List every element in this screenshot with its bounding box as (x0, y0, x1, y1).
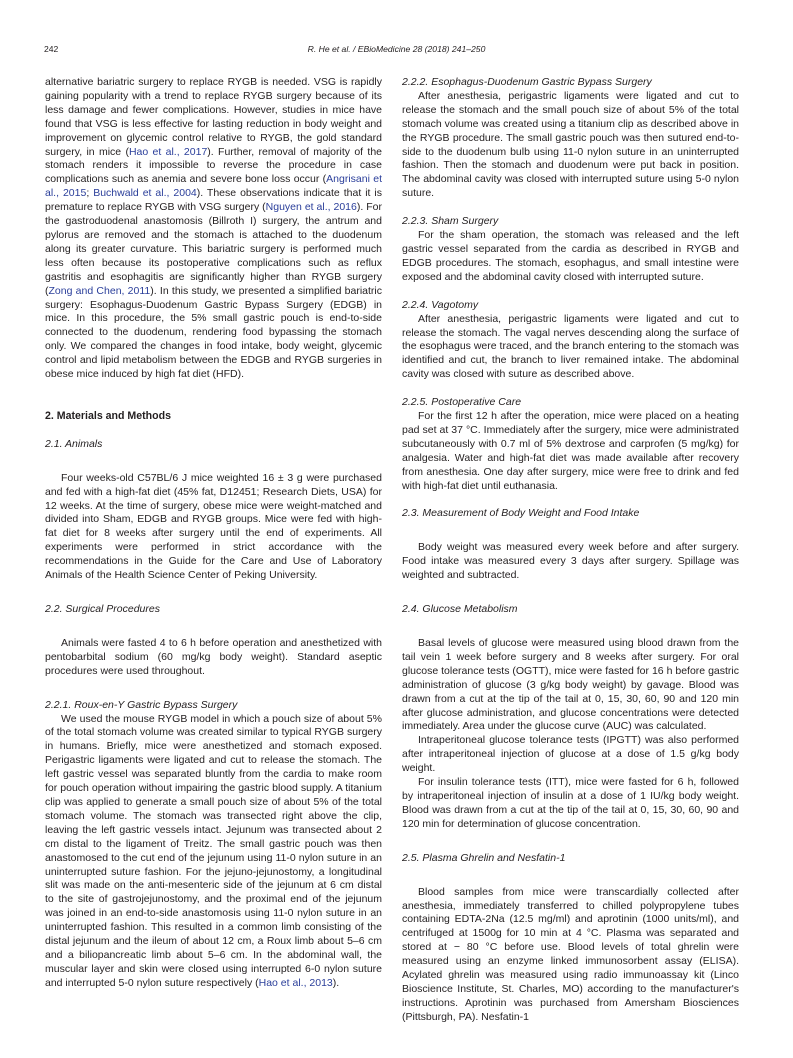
right-column (402, 76, 739, 1025)
body-paragraph: Intraperitoneal glucose tolerance tests (IPGTT) was also performed after intraperitoneal injection of glucose at a dose of 1.5 g/kg body weight. (402, 734, 739, 775)
page-header (0, 44, 793, 58)
subsection-heading: 2.5. Plasma Ghrelin and Nesfatin-1 (402, 851, 566, 864)
page-number: 242 (44, 44, 59, 54)
body-paragraph: We used the mouse RYGB model in which a pouch size of about 5% of the total stomach volume was created similar to typical RYGB surgery in humans. Briefly, mice were anesthetized and stomach exposed. Perigastric ligaments were ligated and cut to release the stomach. The left gastric vessel was separated bluntly from the cardia to make room for pouch operation without impairing the gastric blood supply. A titanium clip was applied to generate a small pouch size of about 5% of the total stomach volume. The stomach was transected right above the clip, leaving the left gastric vessels intact. Jejunum was transected about 2 cm distal to the ligament of Treitz. The small gastric pouch was then anastomosed to the cut end of the jejunum using 11-0 nylon suture in an uninterrupted suture fashion. For the jejuno-jejunostomy, a longitudinal slit was made on the anti-mesenteric side of the jejunum at 6 cm distal to the site of gastrojejunostomy, and the proximal end of the jejunum was joined in an end-to-side anastomosis using 11-0 nylon suture in an uninterrupted fashion. This resulted in a common limb consisting of the distal jejunum and the ileum of about 12 cm, a Roux limb about 5–6 cm and a biliopancreatic limb about 5–6 cm. In the abdominal wall, the muscular layer and skin were closed using interrupted 6-0 nylon suture and interrupted 5-0 nylon suture respectively (Hao et al., 2013). (45, 712, 382, 989)
subsubsection-heading: 2.2.2. Esophagus-Duodenum Gastric Bypass Surgery (402, 76, 652, 88)
body-paragraph: For the first 12 h after the operation, mice were placed on a heating pad set at 37 °C. Immediately after the surgery, mice were administrated subcutaneously with 0.7 ml of 5% dextrose and carprofen (5 mg/kg) for analgesia. Water and high-fat diet was made available after recovery from anesthesia. One day after surgery, mice were free to drink and fed with high-fat diet until euthanasia. (402, 410, 739, 492)
citation-link[interactable]: Angrisani et al., 2015 (45, 173, 382, 200)
citation-link[interactable]: Hao et al., 2013 (258, 976, 333, 989)
intro-paragraph: alternative bariatric surgery to replace RYGB is needed. VSG is rapidly gaining popularity with a trend to replace RYGB surgery because of its less damage and fewer complications. However, studies in mice have found that VSG is less effective for lasting reduction in body weight and improvement on glycemic control relative to RYGB, the gold standard surgery, in mice (Hao et al., 2017). Further, removal of majority of the stomach renders it impossible to reverse the procedure in case complications such as anemia and severe bone loss occur (Angrisani et al., 2015; Buchwald et al., 2004). These observations indicate that it is premature to replace RYGB with VSG surgery (Nguyen et al., 2016). For the gastroduodenal anastomosis (Billroth I) surgery, the antrum and pylorus are removed and the stomach is attached to the duodenum along its greater curvature. This bariatric surgery is performed much less often because its postoperative complications such as reflux gastritis and esophagitis are significantly higher than RYGB surgery (Zong and Chen, 2011). In this study, we presented a simplified bariatric surgery: Esophagus-Duodenum Gastric Bypass Surgery (EDGB) in mice. In this procedure, the 5% small gastric pouch is end-to-side connected to the duodenum, rendering food bypassing the stomach only. We compared the changes in food intake, body weight, glycemic control and lipid metabolism between the EDGB and RYGB surgeries in obese mice induced by high fat diet (HFD). (45, 76, 383, 381)
body-paragraph: Basal levels of glucose were measured using blood drawn from the tail vein 1 week before surgery and 8 weeks after surgery. For oral glucose tolerance tests (OGTT), mice were fasted for 16 h before gastric administration of glucose (3 g/kg body weight) by gavage. Blood was drawn from a cut at the tip of the tail at 0, 15, 30, 60, 90 and 120 min after glucose administration, and glucose concentrations were detected immediately. Area under the glucose curve (AUC) was calculated. (402, 637, 739, 733)
subsection-heading: 2.2. Surgical Procedures (45, 603, 160, 615)
body-paragraph: After anesthesia, perigastric ligaments were ligated and cut to release the stomach and the small pouch size of about 5% of the total stomach volume was created using a titanium clip as described above in the RYGB procedure. The small gastric pouch was then sutured end-to-side to the duodenum bulb using 11-0 nylon suture in an uninterrupted fashion. Then the stomach and duodenum were put back in position. The abdominal cavity was closed with interrupted suture using 5-0 nylon suture. (402, 89, 739, 200)
left-column (45, 76, 382, 991)
citation-link[interactable]: Nguyen et al., 2016 (265, 201, 357, 214)
body-paragraph: Body weight was measured every week before and after surgery. Food intake was measured every 3 days after surgery. Spillage was weighted and subtracted. (402, 541, 739, 582)
running-title: R. He et al. / EBioMedicine 28 (2018) 241–250 (307, 44, 486, 54)
body-paragraph: Four weeks-old C57BL/6 J mice weighted 16 ± 3 g were purchased and fed with a high-fat diet (45% fat, D12451; Research Diets, USA) for 12 weeks. At the time of surgery, obese mice were weight-matched and divided into Sham, EDGB and RYGB groups. Mice were fed with high-fat diet for 8 weeks after surgery until the end of experiments. All experiments were performed in strict accordance with the recommendations in the Guide for the Care and Use of Laboratory Animals of the Health Science Center of Peking University. (45, 471, 382, 582)
subsubsection-heading: 2.2.3. Sham Surgery (402, 215, 499, 228)
subsection-heading: 2.4. Glucose Metabolism (402, 603, 518, 616)
body-paragraph: Blood samples from mice were transcardially collected after anesthesia, immediately transferred to chilled polypropylene tubes containing EDTA-2Na (12.5 mg/ml) and aprotinin (1000 units/ml), and centrifuged at 1500g for 10 min at 4 °C. Plasma was separated and stored at − 80 °C before use. Blood levels of total ghrelin were measured using an enzyme linked immunosorbent assay (ELISA). Acylated ghrelin was measured using radio immunoassay kit (Linco Bioscience Institute, St. Charles, MO) according to the manufacturer's instructions. Aprotinin was purchased from Amersham Biosciences (Pittsburgh, PA). Nesfatin-1 (402, 885, 739, 1023)
section-heading: 2. Materials and Methods (45, 409, 171, 422)
body-paragraph: After anesthesia, perigastric ligaments were ligated and cut to release the stomach. The vagal nerves descending along the surface of the esophagus were traced, and the branch entering to the stomach was identified and cut, the branch to liver remained intake. The abdominal cavity was closed with suture as described above. (402, 312, 739, 381)
subsection-heading: 2.3. Measurement of Body Weight and Food Intake (402, 507, 640, 520)
subsubsection-heading: 2.2.4. Vagotomy (402, 298, 479, 311)
body-paragraph: For insulin tolerance tests (ITT), mice were fasted for 6 h, followed by intraperitoneal injection of insulin at a dose of 1 IU/kg body weight. Blood was drawn from a cut at the tip of the tail at 0, 15, 30, 60, 90 and 120 min for determination of glucose concentration. (402, 776, 739, 830)
body-paragraph: Animals were fasted 4 to 6 h before operation and anesthetized with pentobarbital sodium (60 mg/kg body weight). Standard aseptic procedures were used throughout. (45, 636, 382, 677)
subsubsection-heading: 2.2.1. Roux-en-Y Gastric Bypass Surgery (45, 698, 238, 711)
citation-link[interactable]: Buchwald et al., 2004 (93, 187, 197, 200)
citation-link[interactable]: Hao et al., 2017 (128, 145, 208, 158)
body-paragraph: For the sham operation, the stomach was released and the left gastric vessel separated from the cardia as described in RYGB and EDGB procedures. The stomach, esophagus, and small intestine were exposed and the abdominal cavity closed with interrupted suture. (402, 229, 739, 283)
subsubsection-heading: 2.2.5. Postoperative Care (402, 396, 522, 409)
citation-link[interactable]: Zong and Chen, 2011 (48, 284, 151, 297)
subsection-heading: 2.1. Animals (45, 437, 103, 450)
